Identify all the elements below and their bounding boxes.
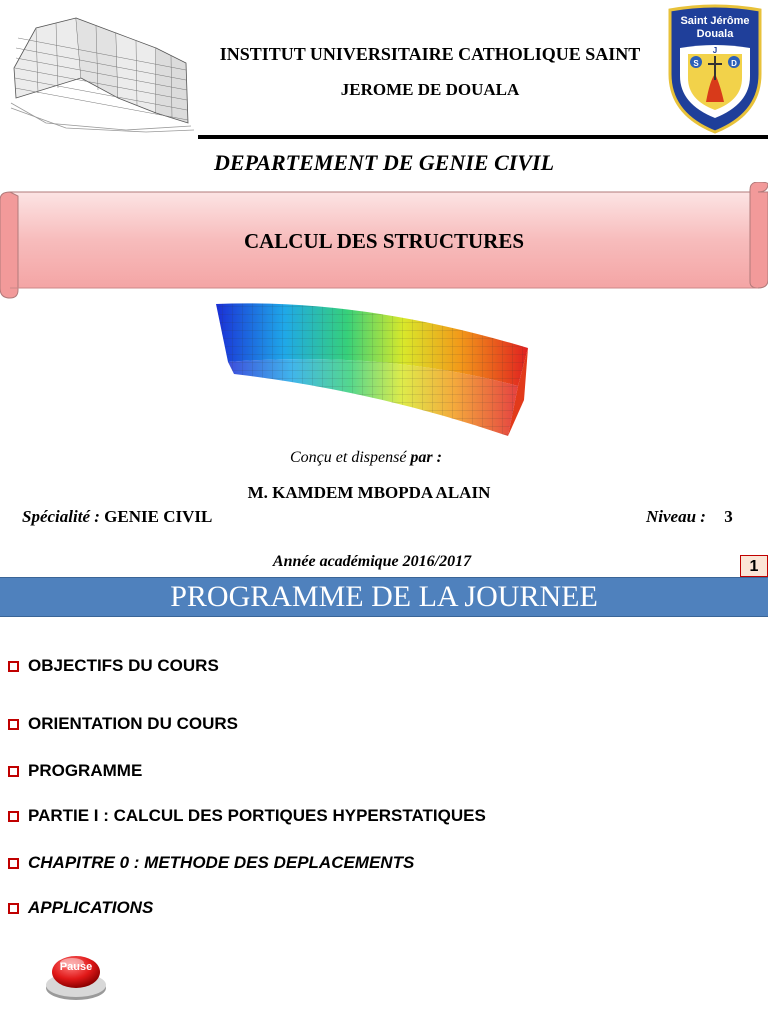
programme-title: PROGRAMME DE LA JOURNEE bbox=[170, 580, 598, 613]
logo-letter-d: D bbox=[731, 59, 737, 68]
specialite bbox=[22, 507, 212, 527]
programme-item: ORIENTATION DU COURS bbox=[8, 714, 238, 734]
programme-item: APPLICATIONS bbox=[8, 898, 153, 918]
logo-letter-j: J bbox=[712, 46, 718, 55]
concu-label: Conçu et dispensé bbox=[290, 449, 407, 466]
page-number: 1 bbox=[740, 555, 768, 577]
checkbox-bullet-icon bbox=[8, 719, 19, 730]
programme-item: PARTIE I : CALCUL DES PORTIQUES HYPERSTATIQUES bbox=[8, 806, 486, 826]
checkbox-bullet-icon bbox=[8, 766, 19, 777]
programme-item: CHAPITRE 0 : METHODE DES DEPLACEMENTS bbox=[8, 853, 414, 873]
institution-name-line1: INSTITUT UNIVERSITAIRE CATHOLIQUE SAINT bbox=[219, 44, 641, 64]
credits-line bbox=[290, 449, 442, 467]
niveau-label: Niveau : bbox=[646, 507, 706, 526]
programme-item: OBJECTIFS DU COURS bbox=[8, 656, 219, 676]
logo-text-line2: Douala bbox=[696, 28, 734, 40]
building-illustration bbox=[6, 8, 196, 133]
niveau bbox=[646, 507, 733, 527]
checkbox-bullet-icon bbox=[8, 858, 19, 869]
header-divider bbox=[198, 135, 768, 139]
programme-item: PROGRAMME bbox=[8, 761, 142, 781]
checkbox-bullet-icon bbox=[8, 661, 19, 672]
university-logo bbox=[666, 4, 764, 136]
niveau-value: 3 bbox=[724, 507, 733, 526]
checkbox-bullet-icon bbox=[8, 811, 19, 822]
logo-letter-s: S bbox=[693, 59, 699, 68]
academic-year: Année académique 2016/2017 bbox=[272, 553, 472, 570]
logo-text-line1: Saint Jérôme bbox=[680, 15, 750, 27]
course-title: CALCUL DES STRUCTURES bbox=[243, 229, 525, 253]
institution-name-line2: JEROME DE DOUALA bbox=[340, 80, 520, 99]
par-label: par : bbox=[410, 449, 442, 466]
department-title: DEPARTEMENT DE GENIE CIVIL bbox=[213, 150, 555, 175]
pause-label: Pause bbox=[59, 961, 93, 973]
specialite-value: GENIE CIVIL bbox=[104, 507, 213, 526]
author-name: M. KAMDEM MBOPDA ALAIN bbox=[247, 483, 491, 502]
fem-beam-illustration bbox=[212, 290, 532, 440]
checkbox-bullet-icon bbox=[8, 903, 19, 914]
pause-button[interactable] bbox=[42, 950, 110, 1004]
specialite-label: Spécialité : bbox=[22, 507, 100, 526]
